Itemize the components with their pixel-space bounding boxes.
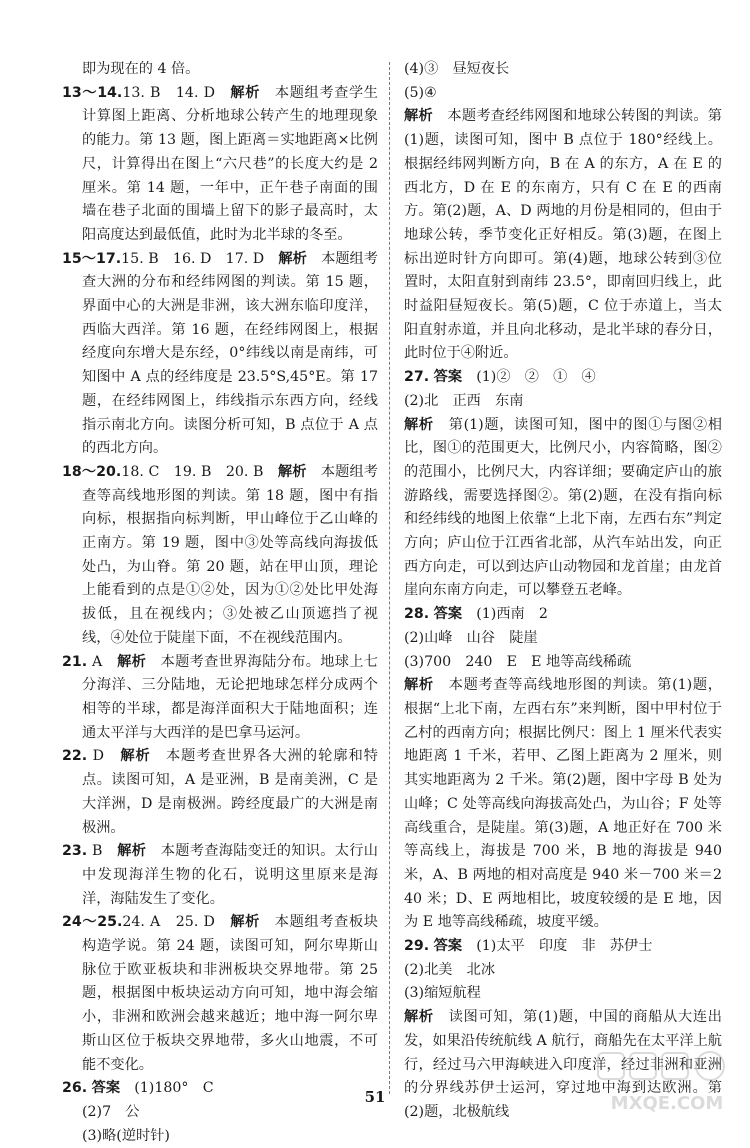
text-run: D bbox=[87, 748, 121, 765]
right-paragraph bbox=[404, 651, 722, 675]
bold-label: 解析 bbox=[117, 843, 147, 860]
text-run: 本题考查世界各大洲的轮廓和特点。读图可知，A 是亚洲，B 是南美洲，C 是大洋洲，D 是南极洲。跨经度最广的大洲是南极洲。 bbox=[82, 748, 378, 836]
text-run: (1)② ② ① ④ bbox=[462, 369, 596, 386]
left-paragraph bbox=[62, 461, 378, 651]
right-paragraph bbox=[404, 390, 722, 414]
left-paragraph bbox=[62, 82, 378, 248]
right-paragraph bbox=[404, 58, 722, 82]
text-run: 本题组考查大洲的分布和经纬网图的判读。第 15 题，界面中心的大洲是非洲，该大洲东临印度洋，西临大西洋。第 16 题，在经纬网图上，根据经度向东增大是东经，0°纬线以南是南纬，可知图中 A 点的经纬度是 23.5°S,45°E。第 17 题，在经纬网图上，纬线指示东西方向，经线指示南北方向。读图分析可知，B 点位于 A 点的西北方向。 bbox=[82, 250, 378, 457]
text-run: (2)7 公 bbox=[82, 1103, 140, 1120]
bold-label: 解析 bbox=[230, 914, 260, 931]
column-divider bbox=[389, 62, 390, 1094]
right-paragraph bbox=[404, 414, 722, 604]
text-run: 本题组考查板块构造学说。第 24 题，读图可知，阿尔卑斯山脉位于欧亚板块和非洲板块交界地带。第 25 题，根据图中板块运动方向可知，地中海会缩小，非洲和欧洲会越来越近；地中海一阿尔卑斯山区位于板块交界地带，多火山地震，不可能不变化。 bbox=[82, 914, 378, 1073]
bold-label: 解析 bbox=[117, 653, 147, 670]
left-paragraph bbox=[62, 58, 378, 82]
bold-label: 解析 bbox=[230, 84, 261, 101]
text-run: 本题考查海陆变迁的知识。太行山中发现海洋生物的化石，说明这里原来是海洋，海陆发生了变化。 bbox=[82, 843, 378, 907]
right-paragraph bbox=[404, 674, 722, 935]
bold-label: 18～20. bbox=[62, 463, 122, 480]
right-paragraph bbox=[404, 959, 722, 983]
bold-label: 22. bbox=[62, 748, 88, 765]
bold-label: 解析 bbox=[120, 748, 151, 765]
bold-label: 解析 bbox=[278, 250, 307, 267]
right-paragraph bbox=[404, 627, 722, 651]
text-run: (1)太平 印度 非 苏伊士 bbox=[462, 938, 653, 955]
left-paragraph bbox=[62, 248, 378, 461]
bold-label: 答案 bbox=[433, 938, 463, 955]
text-run: (1)西南 2 bbox=[462, 606, 548, 623]
right-paragraph bbox=[404, 105, 722, 366]
text-run: 第(1)题，读图可知，图中的图①与图②相比，图①的范围更大，比例尺小，内容简略，图②的范围小，比例尺大，内容详细；要确定庐山的旅游路线，需要选择图②。第(2)题，在没有指向标和经纬线的地图上依靠“上北下南，左西右东”判定方向；庐山位于江西省北部，从汽车站出发，向正西方向走，可以到达庐山动物园和龙首崖；由龙首崖向东南方向走，可以攀登五老峰。 bbox=[404, 416, 722, 599]
bold-label: 答案 bbox=[91, 1080, 121, 1097]
text-run: 本题考查世界海陆分布。地球上七分海洋、三分陆地，无论把地球怎样分成两个相等的半球，都是海洋面积大于陆地面积；连通太平洋与大西洋的是巴拿马运河。 bbox=[82, 653, 378, 741]
bold-label: 24～25. bbox=[62, 914, 123, 931]
text-run: B bbox=[87, 843, 118, 860]
text-run: (2)北 正西 东南 bbox=[404, 392, 524, 409]
text-run: (2)北美 北冰 bbox=[404, 961, 496, 978]
bold-label: 解析 bbox=[277, 463, 307, 480]
bold-label: 28. bbox=[404, 606, 430, 623]
right-column bbox=[404, 58, 722, 1125]
left-paragraph bbox=[62, 745, 378, 840]
bold-label: 解析 bbox=[404, 108, 433, 125]
left-paragraph bbox=[62, 651, 378, 746]
bold-label: 解析 bbox=[404, 416, 434, 433]
bold-label: 23. bbox=[62, 843, 88, 860]
left-paragraph bbox=[62, 840, 378, 911]
text-run: 本题组考查等高线地形图的判读。第 18 题，图中有指向标，根据指向标判断，甲山峰位于乙山峰的正南方。第 19 题，图中③处等高线向海拔低处凸，为山脊。第 20 题，站在甲山顶，理论上能看到的点是①②处，因为①②处比甲处海拔低，且在视线内；③处被乙山顶遮挡了视线，④处位于陡崖下面，不在视线范围内。 bbox=[82, 463, 378, 646]
page-number: 51 bbox=[364, 1088, 386, 1106]
text-run: (3)略(逆时针) bbox=[82, 1127, 170, 1144]
text-run: A bbox=[87, 653, 118, 670]
text-run: 本题考查等高线地形图的判读。第(1)题，根据“上北下南，左西右东”来判断，图中甲村位于乙村的西南方向；根据比例尺：图上 1 厘米代表实地距离 1 千米，若甲、乙图上距离为 2 厘米，则其实地距离为 2 千米。第(2)题，图中字母 B 处为山峰；C 处等高线向海拔高处凸，为山谷；F 处等高线重合，是陡崖。第(3)题，A 地正好在 700 米等高线上，海拔是 700 米，B 地的海拔是 940 米，A、B 两地的相对高度是 940 米－700 米＝240 米；D、E 两地相比，坡度较缓的是 E 地，因为 E 地等高线稀疏，坡度平缓。 bbox=[404, 677, 722, 931]
text-run: 本题组考查学生计算图上距离、分析地球公转产生的地理现象的能力。第 13 题，图上距离＝实地距离×比例尺，计算得出在图上“六尺巷”的长度大约是 2 厘米。第 14 题，一年中，正午巷子南面的围墙在巷子北面的围墙上留下的影子最高时，太阳高度达到最低值，此时为北半球的冬至。 bbox=[82, 84, 378, 243]
right-paragraph bbox=[404, 82, 722, 106]
right-paragraph bbox=[404, 603, 722, 627]
right-paragraph bbox=[404, 935, 722, 959]
right-paragraph bbox=[404, 366, 722, 390]
bold-label: 13～14. bbox=[62, 84, 123, 101]
bold-label: 答案 bbox=[433, 606, 463, 623]
bold-label: 27. bbox=[404, 369, 430, 386]
bold-label: 29. bbox=[404, 938, 430, 955]
text-run: 18. C 19. B 20. B bbox=[121, 463, 278, 480]
text-run: 即为现在的 4 倍。 bbox=[82, 61, 200, 77]
left-paragraph bbox=[62, 1125, 378, 1148]
watermark-text: MXQE.COM bbox=[610, 1093, 724, 1114]
text-run: 读图可知，第(1)题，中国的商船从大连出发，如果沿传统航线 A 航行，商船先在太平洋上航行，经过马六甲海峡进入印度洋，经过非洲和亚洲的分界线苏伊士运河，穿过地中海到达欧洲。第(2)题，北极航线 bbox=[404, 1009, 722, 1120]
text-run: (3)700 240 E E 地等高线稀疏 bbox=[404, 653, 632, 670]
text-run: 15. B 16. D 17. D bbox=[121, 250, 279, 267]
bold-label: 答案 bbox=[433, 369, 463, 386]
text-run: (3)缩短航程 bbox=[404, 985, 481, 1002]
right-paragraph bbox=[404, 982, 722, 1006]
text-run: (1)180° C bbox=[120, 1080, 214, 1097]
text-run: 本题考查经纬网图和地球公转图的判读。第(1)题，读图可知，图中 B 点位于 180°经线上。根据经纬网判断方向，B 在 A 的东方，A 在 E 的西北方，D 在 E 的东南方，只有 C 在 E 的西南方。第(2)题，A、D 两地的月份是相同的，但由于地球公转，季节变化正好相反。第(3)题，在图上标出逆时针方向即可。第(4)题，地球公转到③位置时，太阳直射到南纬 23.5°，即南回归线上，此时益阳昼短夜长。第(5)题，C 位于赤道上，当太阳直射赤道，并且向北移动，是北半球的春分日，此时位于④附近。 bbox=[404, 108, 722, 362]
bold-label: 15～17. bbox=[62, 250, 122, 267]
text-run: (2)山峰 山谷 陡崖 bbox=[404, 629, 538, 646]
text-run: 24. A 25. D bbox=[122, 914, 231, 931]
text-run: (4)③ 昼短夜长 bbox=[404, 61, 510, 77]
text-run: (5)④ bbox=[404, 84, 437, 101]
bold-label: 26. bbox=[62, 1080, 88, 1097]
bold-label: 解析 bbox=[404, 677, 434, 694]
watermark-logo bbox=[592, 1047, 742, 1119]
text-run: 13. B 14. D bbox=[122, 84, 231, 101]
left-column bbox=[62, 58, 378, 1148]
bold-label: 解析 bbox=[404, 1009, 434, 1026]
left-paragraph bbox=[62, 911, 378, 1077]
bold-label: 21. bbox=[62, 653, 88, 670]
